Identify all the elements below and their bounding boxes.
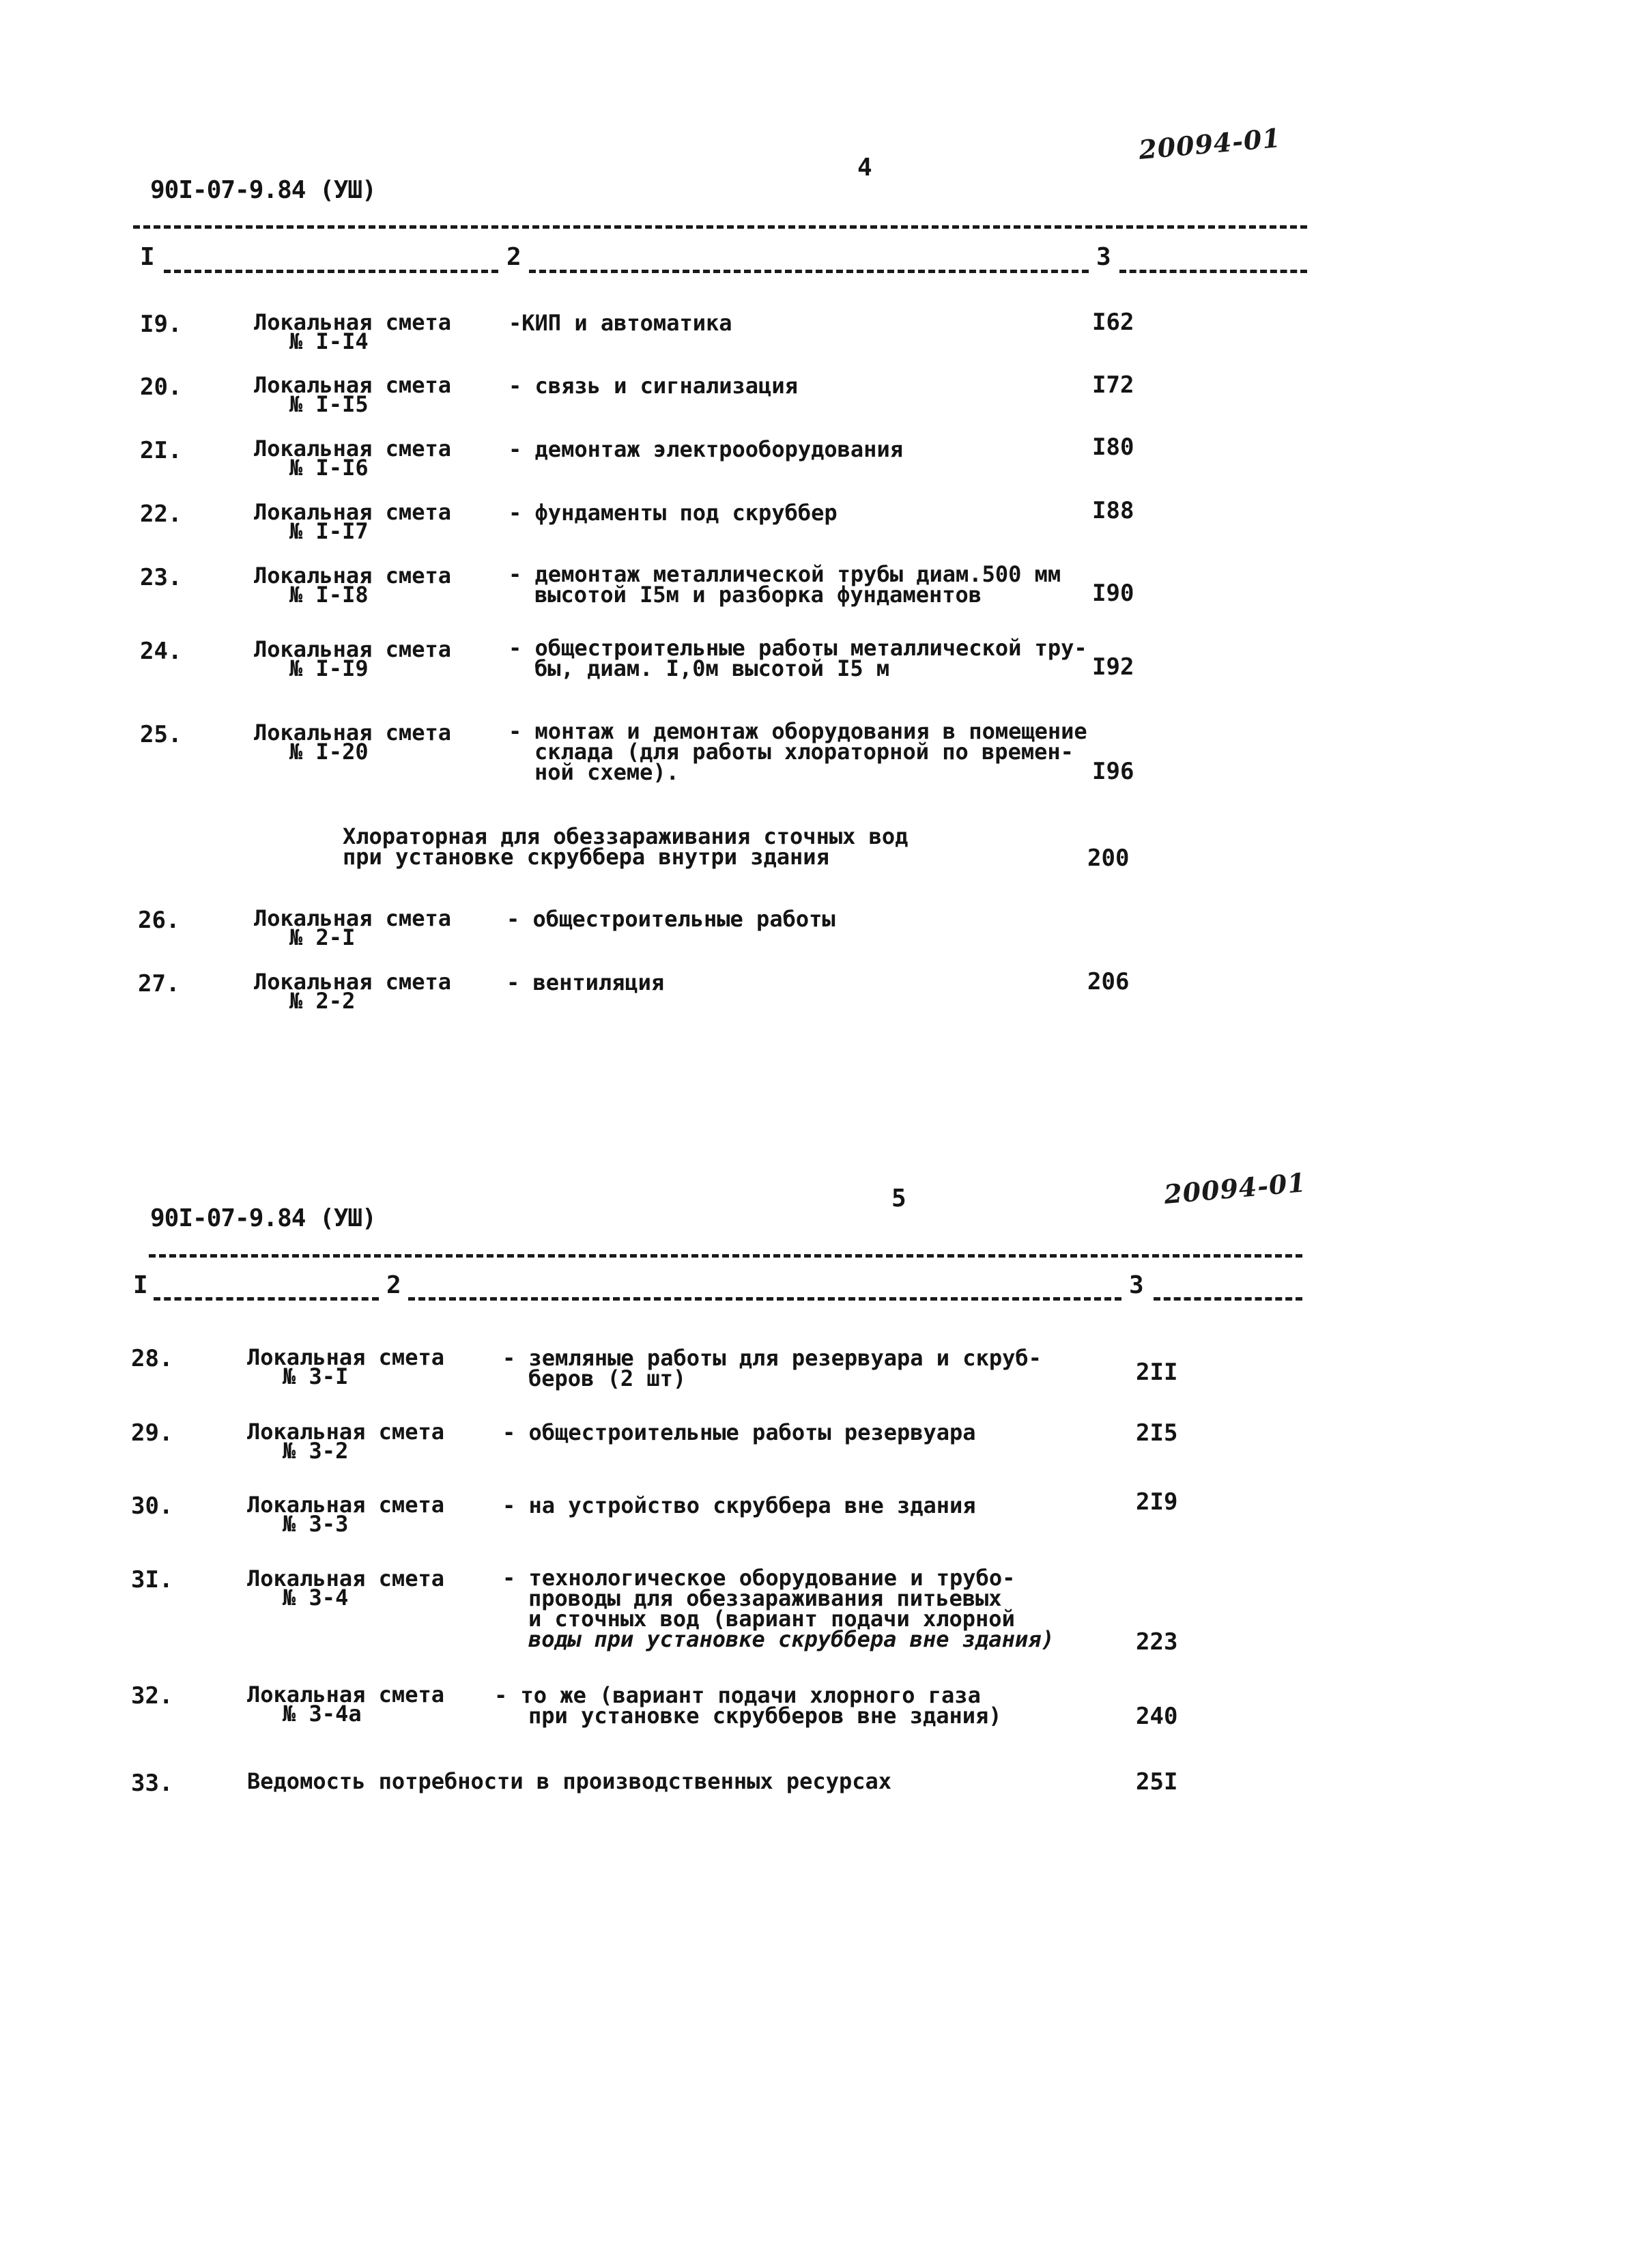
row-label: Локальная смета № 3-I [247,1344,444,1389]
row-page: I96 [1092,758,1134,785]
row-page: I80 [1092,434,1134,461]
document-code: 90I-07-9.84 (УШ) [150,176,376,204]
row-description: -КИП и автоматика [509,310,732,336]
row-number: 29. [131,1419,173,1447]
row-label: Локальная смета № I-20 [254,720,451,765]
header-rule [149,1254,1302,1258]
row-number: 28. [131,1345,173,1372]
header-rule [1119,270,1307,273]
column-header-2: 2 [506,243,521,271]
handwritten-annotation: 20094-01 [1137,122,1283,166]
row-page: 25I [1136,1768,1178,1796]
row-label: Локальная смета № I-I9 [254,636,451,681]
column-header-1: I [140,243,155,271]
header-rule [529,270,1089,273]
row-description: - монтаж и демонтаж оборудования в помещение склада (для работы хлораторной по времен- ной схеме). [509,718,1087,785]
column-header-1: I [133,1271,148,1299]
row-number: 23. [140,564,182,591]
row-page: I92 [1092,653,1134,681]
row-page: I72 [1092,371,1134,399]
column-header-3: 3 [1096,243,1111,271]
row-number: 26. [138,907,180,934]
header-rule [154,1297,379,1301]
header-rule [1154,1297,1302,1301]
row-description: - демонтаж электрооборудования [509,436,903,462]
row-label: Локальная смета № I-I5 [254,372,451,417]
row-number: 33. [131,1770,173,1797]
row-label: Локальная смета № 3-4а [247,1682,444,1727]
row-label: Локальная смета № 2-I [254,905,451,950]
row-label: Локальная смета № 3-3 [247,1492,444,1537]
document-code: 90I-07-9.84 (УШ) [150,1204,376,1232]
row-label: Локальная смета № I-I4 [254,309,451,354]
row-description: - фундаменты под скруббер [509,500,838,526]
handwritten-annotation: 20094-01 [1162,1166,1308,1210]
row-number: I9. [140,311,182,338]
row-label: Локальная смета № I-I8 [254,563,451,608]
row-label: Локальная смета № I-I6 [254,436,451,481]
row-number: 3I. [131,1566,173,1593]
row-page: 240 [1136,1703,1178,1730]
row-description: - демонтаж металлической трубы диам.500 мм высотой I5м и разборка фундаментов [509,561,1061,608]
header-rule [164,270,498,273]
row-description: - связь и сигнализация [509,373,798,399]
column-header-2: 2 [386,1271,401,1299]
column-header-3: 3 [1129,1271,1144,1299]
row-description: - технологическое оборудование и трубо- проводы для обеззараживания питьевых и сточных вод (вариант подачи хлорной воды при установке скруббера вне здания) [502,1565,1055,1652]
row-page: 206 [1087,968,1130,995]
section-title: Хлораторная для обеззараживания сточных вод при установке скруббера внутри здания [343,823,909,870]
row-page: 2II [1136,1359,1178,1386]
row-number: 30. [131,1492,173,1520]
row-description: - общестроительные работы [506,906,835,932]
row-page: I90 [1092,580,1134,607]
row-description: - на устройство скруббера вне здания [502,1492,976,1518]
row-page: 2I9 [1136,1488,1178,1516]
row-description: - общестроительные работы резервуара [502,1419,976,1445]
row-page: 223 [1136,1628,1178,1656]
row-description: - то же (вариант подачи хлорного газа при установке скрубберов вне здания) [494,1682,1002,1729]
row-number: 22. [140,500,182,528]
row-description: - общестроительные работы металлической тру- бы, диам. I,0м высотой I5 м [509,635,1087,681]
row-label: Ведомость потребности в производственных ресурсах [247,1768,892,1794]
row-description: - земляные работы для резервуара и скруб- беров (2 шт) [502,1345,1042,1391]
row-label: Локальная смета № I-I7 [254,499,451,544]
header-rule [408,1297,1121,1301]
page-number: 5 [891,1185,906,1213]
row-number: 24. [140,638,182,665]
section-page: 200 [1087,845,1130,872]
row-number: 27. [138,970,180,997]
row-number: 32. [131,1682,173,1710]
row-label: Локальная смета № 3-4 [247,1565,444,1611]
header-rule [133,225,1307,229]
row-description: - вентиляция [506,969,665,995]
row-label: Локальная смета № 2-2 [254,969,451,1014]
row-number: 2I. [140,437,182,464]
row-page: I62 [1092,309,1134,336]
row-number: 25. [140,721,182,748]
row-page: I88 [1092,497,1134,524]
row-page: 2I5 [1136,1419,1178,1447]
row-label: Локальная смета № 3-2 [247,1419,444,1464]
row-number: 20. [140,373,182,401]
page-number: 4 [857,154,872,182]
